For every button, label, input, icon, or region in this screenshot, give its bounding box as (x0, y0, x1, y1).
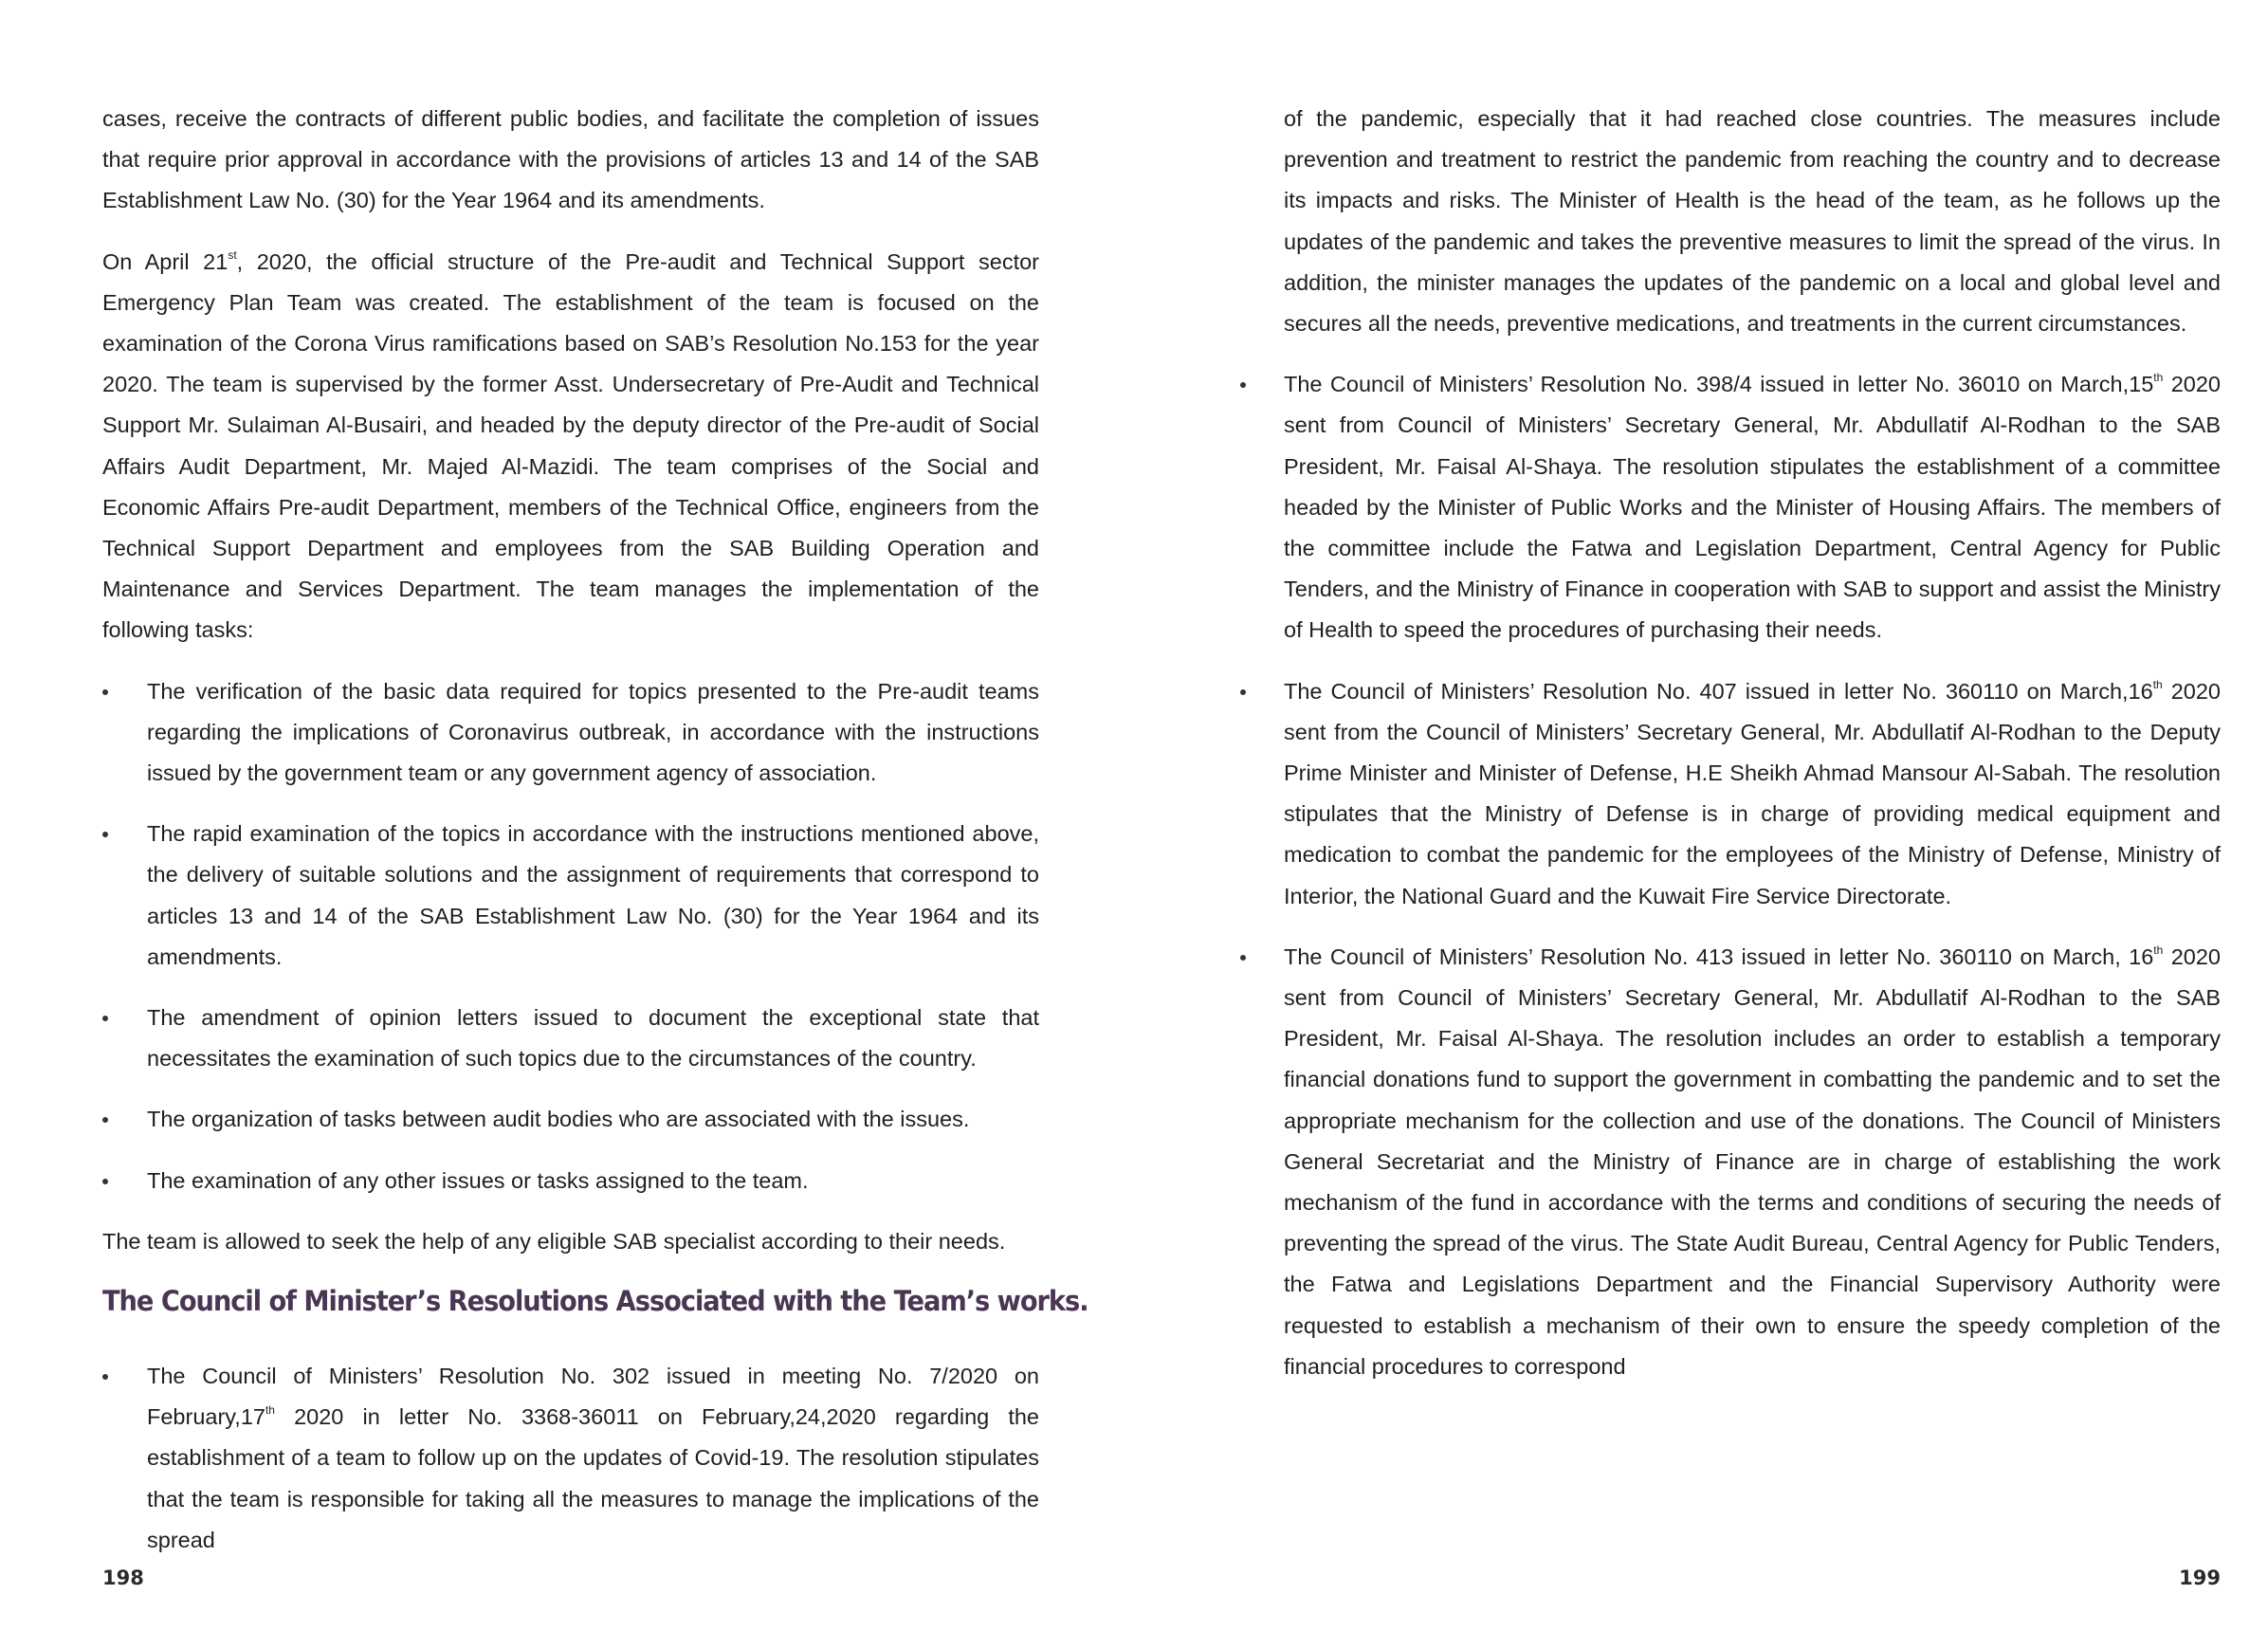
resolution-list-right (1284, 364, 2221, 1387)
bullet-icon (102, 1374, 108, 1380)
resolution-list-left (102, 1356, 1039, 1561)
list-item: The Council of Ministers’ Resolution No. 398/4 issued in letter No. 36010 on March,15th 2020 sent from Council of Ministers’ Secretary General, Mr. Abdullatif Al-Rodhan to the SAB President, Mr. Faisal Al-Shaya. The resolution stipulates the establishment of a committee headed by the Minister of Public Works and the Minister of Housing Affairs. The members of the committee include the Fatwa and Legislation Department, Central Agency for Public Tenders, and the Ministry of Finance in cooperation with SAB to support and assist the Ministry of Health to speed the procedures of purchasing their needs. (1284, 364, 2221, 650)
page-number: 199 (2179, 1567, 2221, 1589)
page-number: 198 (102, 1567, 144, 1589)
bullet-icon (1240, 955, 1246, 961)
list-item: The rapid examination of the topics in accordance with the instructions mentioned above, the delivery of suitable solutions and the assignment of requirements that correspond to articles 13 and 14 of the SAB Establishment Law No. (30) for the Year 1964 and its amendments. (102, 814, 1039, 978)
list-item: The organization of tasks between audit bodies who are associated with the issues. (102, 1099, 1039, 1140)
right-page (1134, 0, 2268, 1649)
paragraph-continuation: of the pandemic, especially that it had reached close countries. The measures include prevention and treatment to restrict the pandemic from reaching the country and to decrease its impacts and risks. The Minister of Health is the head of the team, as he follows up the updates of the pandemic and takes the preventive measures to limit the spread of the virus. In addition, the minister manages the updates of the pandemic on a local and global level and secures all the needs, preventive medications, and treatments in the current circumstances. (1284, 106, 2221, 337)
right-text-column (1284, 99, 2221, 1407)
bullet-icon (102, 1016, 108, 1021)
bullet-icon (102, 832, 108, 837)
list-item: The verification of the basic data required for topics presented to the Pre-audit teams regarding the implications of Coronavirus outbreak, in accordance with the instructions issued by the government team or any government agency of association. (102, 671, 1039, 795)
bullet-icon (102, 1117, 108, 1123)
list-item: The amendment of opinion letters issued to document the exceptional state that necessitates the examination of such topics due to the circumstances of the country. (102, 998, 1039, 1079)
list-item: The Council of Ministers’ Resolution No. 302 issued in meeting No. 7/2020 on February,17th 2020 in letter No. 3368-36011 on February,24,2020 regarding the establishment of a team to follow up on the updates of Covid-19. The resolution stipulates that the team is responsible for taking all the measures to manage the implications of the spread (102, 1356, 1039, 1561)
paragraph-team-structure: On April 21st, 2020, the official structure of the Pre-audit and Technical Support sector Emergency Plan Team was created. The establishment of the team is focused on the examination of the Corona Virus ramifications based on SAB’s Resolution No.153 for the year 2020. The team is supervised by the former Asst. Undersecretary of Pre-Audit and Technical Support Mr. Sulaiman Al-Busairi, and headed by the deputy director of the Pre-audit of Social Affairs Audit Department, Mr. Majed Al-Mazidi. The team comprises of the Social and Economic Affairs Pre-audit Department, members of the Technical Office, engineers from the Technical Support Department and employees from the SAB Building Operation and Maintenance and Services Department. The team manages the implementation of the following tasks: (102, 247, 1039, 643)
bullet-icon (1240, 689, 1246, 695)
left-text-column (102, 99, 1088, 1581)
section-heading: The Council of Minister’s Resolutions Associated with the Team’s works. (102, 1285, 1088, 1318)
paragraph-intro-continuation: cases, receive the contracts of different public bodies, and facilitate the completion of issues that require prior approval in accordance with the provisions of articles 13 and 14 of the SAB Establishment Law No. (30) for the Year 1964 and its amendments. (102, 106, 1039, 213)
task-list (102, 671, 1039, 1201)
bullet-icon (1240, 382, 1246, 388)
list-item: The Council of Ministers’ Resolution No. 407 issued in letter No. 360110 on March,16th 2020 sent from the Council of Ministers’ Secretary General, Mr. Abdullatif Al-Rodhan to the Deputy Prime Minister and Minister of Defense, H.E Sheikh Ahmad Mansour Al-Sabah. The resolution stipulates that the Ministry of Defense is in charge of providing medical equipment and medication to combat the pandemic for the employees of the Ministry of Defense, Ministry of Interior, the National Guard and the Kuwait Fire Service Directorate. (1284, 671, 2221, 917)
list-item: The Council of Ministers’ Resolution No. 413 issued in letter No. 360110 on March, 16th 2020 sent from Council of Ministers’ Secretary General, Mr. Abdullatif Al-Rodhan to the SAB President, Mr. Faisal Al-Shaya. The resolution includes an order to establish a temporary financial donations fund to support the government in combatting the pandemic and to set the appropriate mechanism for the collection and use of the donations. The Council of Ministers General Secretariat and the Ministry of Finance are in charge of establishing the work mechanism of the fund in accordance with the terms and conditions of securing the needs of preventing the spread of the virus. The State Audit Bureau, Central Agency for Public Tenders, the Fatwa and Legislations Department and the Financial Supervisory Authority were requested to establish a mechanism of their own to ensure the speedy completion of the financial procedures to correspond (1284, 937, 2221, 1387)
bullet-icon (102, 1179, 108, 1184)
list-item: The examination of any other issues or tasks assigned to the team. (102, 1161, 1039, 1201)
paragraph-closing: The team is allowed to seek the help of any eligible SAB specialist according to their needs. (102, 1228, 1006, 1254)
bullet-icon (102, 689, 108, 695)
